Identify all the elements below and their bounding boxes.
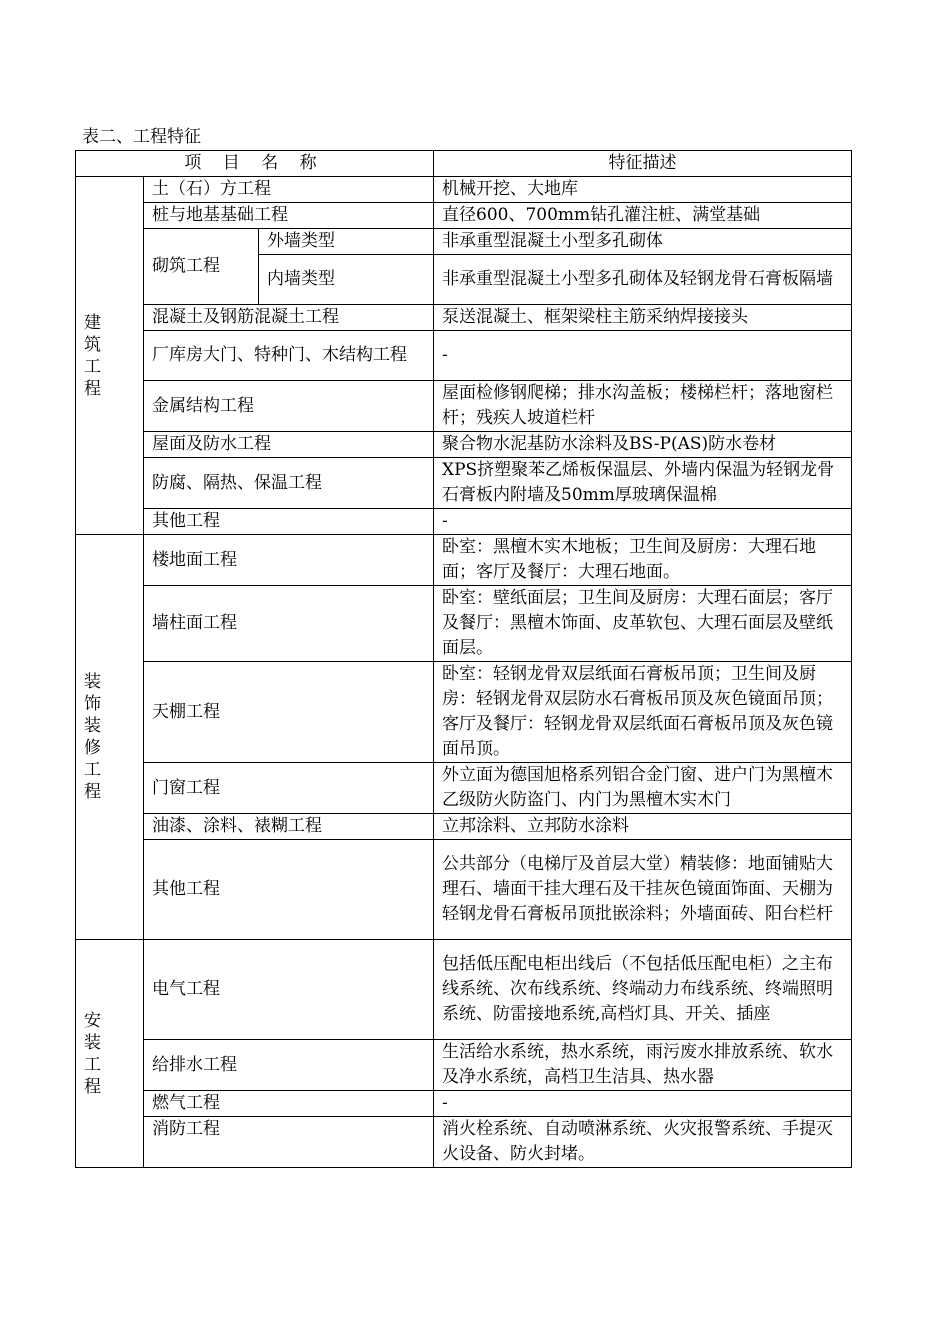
item-name: 楼地面工程 [144,535,434,586]
item-description: XPS挤塑聚苯乙烯板保温层、外墙内保温为轻钢龙骨石膏板内附墙及50mm厚玻璃保温棉 [434,458,852,509]
table-row [76,840,852,940]
item-description: - [434,509,852,535]
table-row [76,177,852,203]
item-name: 其他工程 [144,840,434,940]
table-row [76,1040,852,1091]
item-description: 机械开挖、大地库 [434,177,852,203]
item-description: 直径600、700mm钻孔灌注桩、满堂基础 [434,203,852,229]
item-description: - [434,331,852,381]
item-name: 砌筑工程 [144,229,259,305]
item-description: 非承重型混凝土小型多孔砌体及轻钢龙骨石膏板隔墙 [434,255,852,305]
item-name: 防腐、隔热、保温工程 [144,458,434,509]
item-name: 桩与地基基础工程 [144,203,434,229]
table-row [76,381,852,432]
table-row [76,458,852,509]
item-name: 混凝土及钢筋混凝土工程 [144,305,434,331]
item-name: 门窗工程 [144,763,434,814]
item-description: - [434,1091,852,1117]
item-name: 其他工程 [144,509,434,535]
table-header-row [76,151,852,177]
category-decoration: 装饰装修工程 [76,535,144,940]
item-description: 立邦涂料、立邦防水涂料 [434,814,852,840]
item-description: 泵送混凝土、框架梁柱主筋采纳焊接接头 [434,305,852,331]
item-name: 屋面及防水工程 [144,432,434,458]
item-description: 屋面检修钢爬梯；排水沟盖板；楼梯栏杆；落地窗栏杆；残疾人坡道栏杆 [434,381,852,432]
item-description: 消火栓系统、自动喷淋系统、火灾报警系统、手提灭火设备、防火封堵。 [434,1117,852,1168]
item-description: 卧室：黑檀木实木地板；卫生间及厨房：大理石地面；客厅及餐厅：大理石地面。 [434,535,852,586]
item-subtype: 内墙类型 [259,255,434,305]
table-row [76,1091,852,1117]
table-row [76,509,852,535]
item-name: 天棚工程 [144,662,434,763]
header-description: 特征描述 [434,151,852,177]
item-name: 消防工程 [144,1117,434,1168]
table-row [76,331,852,381]
table-row [76,940,852,1040]
table-row [76,763,852,814]
table-row [76,814,852,840]
item-name: 燃气工程 [144,1091,434,1117]
table-row [76,1117,852,1168]
item-name: 电气工程 [144,940,434,1040]
item-name: 土（石）方工程 [144,177,434,203]
header-item-name: 项 目 名 称 [76,151,434,177]
item-name: 油漆、涂料、裱糊工程 [144,814,434,840]
table-row [76,535,852,586]
category-building: 建筑工程 [76,177,144,535]
category-installation: 安装工程 [76,940,144,1168]
item-description: 聚合物水泥基防水涂料及BS-P(AS)防水卷材 [434,432,852,458]
table-row [76,305,852,331]
table-row [76,203,852,229]
table-row [76,432,852,458]
item-name: 厂库房大门、特种门、木结构工程 [144,331,434,381]
item-description: 卧室：壁纸面层；卫生间及厨房：大理石面层；客厅及餐厅：黑檀木饰面、皮革软包、大理石面层及壁纸面层。 [434,586,852,662]
item-description: 外立面为德国旭格系列铝合金门窗、进户门为黑檀木乙级防火防盗门、内门为黑檀木实木门 [434,763,852,814]
item-description: 卧室：轻钢龙骨双层纸面石膏板吊顶；卫生间及厨房：轻钢龙骨双层防水石膏板吊顶及灰色镜面吊顶；客厅及餐厅：轻钢龙骨双层纸面石膏板吊顶及灰色镜面吊顶。 [434,662,852,763]
engineering-features-table [75,150,852,1168]
table-caption: 表二、工程特征 [82,127,201,147]
item-subtype: 外墙类型 [259,229,434,255]
table-row [76,662,852,763]
item-name: 墙柱面工程 [144,586,434,662]
table-row [76,586,852,662]
item-description: 非承重型混凝土小型多孔砌体 [434,229,852,255]
table-row [76,229,852,255]
item-name: 金属结构工程 [144,381,434,432]
item-name: 给排水工程 [144,1040,434,1091]
item-description: 包括低压配电柜出线后（不包括低压配电柜）之主布线系统、次布线系统、终端动力布线系统、终端照明系统、防雷接地系统,高档灯具、开关、插座 [434,940,852,1040]
item-description: 生活给水系统，热水系统，雨污废水排放系统、软水及净水系统，高档卫生洁具、热水器 [434,1040,852,1091]
item-description: 公共部分（电梯厅及首层大堂）精装修：地面铺贴大理石、墙面干挂大理石及干挂灰色镜面饰面、天棚为轻钢龙骨石膏板吊顶批嵌涂料；外墙面砖、阳台栏杆 [434,840,852,940]
